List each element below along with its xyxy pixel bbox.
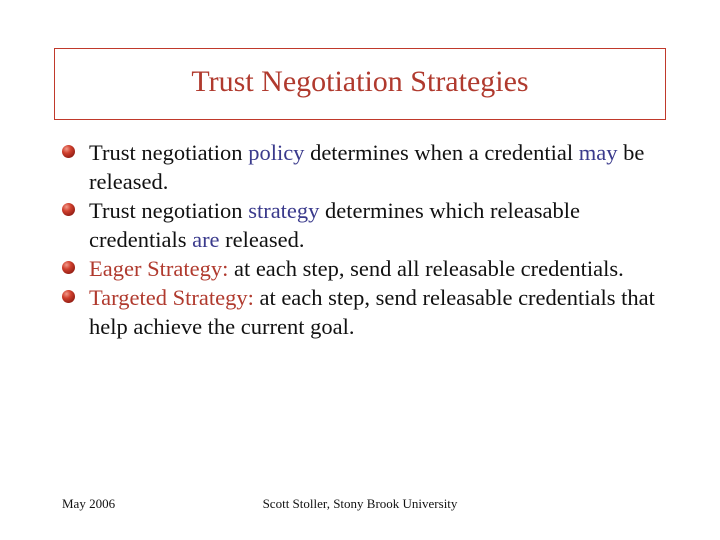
bullet-text: at each step, send all releasable credentials. <box>228 256 624 281</box>
bullet-item-strategy <box>62 196 682 254</box>
bullet-text: determines which releasable credentials <box>89 198 580 252</box>
slide-title: Trust Negotiation Strategies <box>191 65 529 98</box>
keyword-strategy: strategy <box>248 198 320 223</box>
keyword-eager-strategy: Eager Strategy: <box>89 256 229 281</box>
footer-date: May 2006 <box>62 496 116 511</box>
bullet-icon <box>62 203 75 216</box>
keyword-may: may <box>578 140 618 165</box>
footer-author: Scott Stoller, Stony Brook University <box>262 496 458 511</box>
bullet-item-eager <box>62 254 682 283</box>
bullet-item-policy <box>62 138 682 196</box>
bullet-text: Trust negotiation <box>89 140 249 165</box>
bullet-text: be released. <box>89 140 645 194</box>
bullet-text: determines when a credential <box>304 140 579 165</box>
bullet-icon <box>62 145 75 158</box>
keyword-targeted-strategy: Targeted Strategy: <box>89 285 254 310</box>
bullet-icon <box>62 290 75 303</box>
bullet-text: released. <box>219 227 305 252</box>
bullet-item-targeted <box>62 283 682 341</box>
bullet-text: Trust negotiation <box>89 198 249 223</box>
title-box <box>54 48 666 120</box>
bullet-text: at each step, send releasable credentials that help achieve the current goal. <box>89 285 655 339</box>
bullet-list <box>62 138 682 341</box>
keyword-are: are <box>192 227 220 252</box>
keyword-policy: policy <box>248 140 305 165</box>
bullet-icon <box>62 261 75 274</box>
